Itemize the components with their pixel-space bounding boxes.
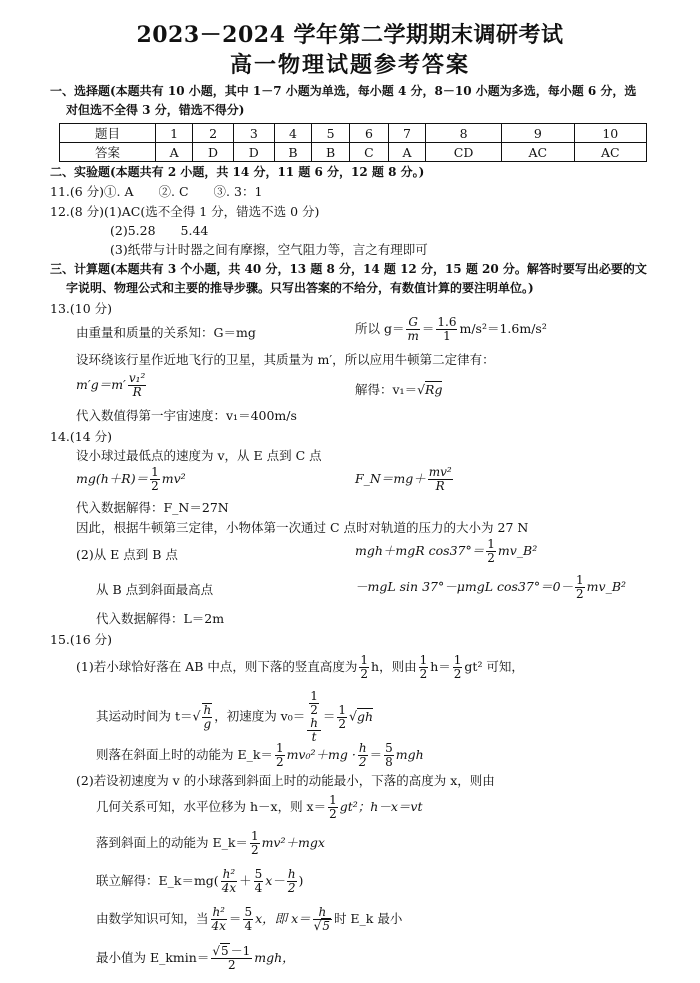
numerator: 1.6 (437, 315, 457, 329)
denominator: 4x (221, 881, 237, 895)
q15-line8 (96, 906, 402, 933)
text: h，则由 (371, 659, 417, 674)
fraction (337, 704, 347, 731)
section1-heading (50, 82, 660, 120)
answer-table-row-answers (60, 143, 647, 162)
q14-line7: 代入数据解得：L＝2m (96, 611, 225, 626)
table-cell: D (233, 143, 274, 162)
text: 落到斜面上的动能为 E_k＝ (96, 835, 248, 850)
denominator: m (407, 329, 419, 343)
table-cell: B (274, 143, 312, 162)
denominator: 2 (287, 881, 296, 895)
numerator: 1 (151, 465, 159, 479)
section3-heading-line1: 三、计算题(本题共有 3 个小题，共 40 分，13 题 8 分，14 题 12 分，15 题 20 分。解答时要写出必要的文 (50, 262, 647, 276)
radicand: 5 (220, 944, 229, 958)
denominator: 4 (254, 881, 263, 895)
q13-line1a: 由重量和质量的关系知：G＝mg (76, 325, 256, 340)
text: ＝ (369, 747, 383, 762)
q14-label: 14.(14 分) (50, 429, 113, 444)
section1-heading-line1: 一、选择题(本题共有 10 小题，其中 1－7 小题为单选，每小题 4 分，8－10 小题为多选，每小题 6 分，选 (50, 84, 637, 98)
fraction (453, 654, 463, 681)
text: m′g＝m′ (76, 377, 126, 392)
text: mgh (395, 747, 424, 762)
section1-heading-line2: 对但选不全得 3 分，错选不得分) (66, 103, 245, 117)
radicand: gh (357, 708, 374, 724)
exam-title: 2023－2024 学年第二学期期末调研考试 (136, 22, 564, 48)
numerator: 1 (329, 793, 337, 807)
q15-line7 (96, 868, 303, 895)
numerator: 1 (310, 689, 318, 703)
sqrt-symbol: √ (192, 708, 201, 724)
denominator: 2 (338, 716, 347, 731)
q15-line1 (76, 654, 524, 681)
fraction (575, 574, 585, 601)
section3-heading (50, 260, 660, 298)
text: (1)若小球恰好落在 AB 中点，则下落的竖直高度为 (76, 659, 358, 674)
denominator: 1 (443, 329, 451, 343)
table-cell: 5 (312, 124, 350, 143)
numerator: 1 (338, 702, 347, 717)
q14-line5b (355, 538, 537, 565)
fraction (328, 794, 338, 821)
text: mgh， (254, 950, 295, 965)
sqrt-symbol: √ (349, 708, 358, 724)
fraction (359, 654, 369, 681)
text: mv₀²＋mg · (286, 747, 356, 762)
fraction (406, 316, 419, 343)
table-cell: D (193, 143, 234, 162)
numerator: h (358, 741, 367, 755)
fraction (128, 372, 146, 399)
text: －1 (230, 944, 251, 958)
q14-line5a: (2)从 E 点到 B 点 (76, 547, 178, 562)
fraction (308, 690, 320, 717)
text: mg(h＋R)＝ (76, 471, 149, 486)
text: x－ (265, 873, 285, 888)
q14-line1: 设小球过最低点的速度为 v，从 E 点到 C 点 (76, 448, 322, 463)
text: ＝ (228, 911, 242, 926)
q12-part1: 12.(8 分)(1)AC(选不全得 1 分，错选不选 0 分) (50, 204, 320, 219)
text: ) (298, 873, 304, 888)
denominator: 2 (487, 551, 495, 565)
denominator: g (203, 717, 212, 731)
text: 几何关系可知，水平位移为 h－x，则 x＝ (96, 799, 327, 814)
numerator: 1 (275, 741, 284, 755)
q15-line9 (96, 945, 295, 972)
numerator: h (203, 703, 212, 717)
numerator: v₁² (128, 371, 146, 385)
q13-line3a (76, 372, 148, 399)
q15-label: 15.(16 分) (50, 632, 113, 647)
numerator: 1 (576, 573, 584, 587)
fraction (384, 742, 394, 769)
q13-line3b (355, 382, 442, 398)
table-cell: C (349, 143, 388, 162)
text: mv² (161, 471, 186, 486)
denominator: 2 (250, 843, 259, 857)
table-cell: 3 (233, 124, 274, 143)
denominator: 2 (576, 587, 584, 601)
q14-line3: 代入数据解得：F_N＝27N (76, 500, 229, 515)
numerator: 5 (244, 905, 253, 919)
row-label-question: 题目 (60, 124, 156, 143)
fraction (428, 466, 453, 493)
numerator: 1 (360, 653, 369, 667)
text: h (310, 716, 318, 730)
fraction (358, 742, 368, 769)
table-cell: A (156, 143, 193, 162)
numerator: 1 (487, 537, 495, 551)
numerator: h² (222, 867, 236, 881)
text: 解得：v₁＝ (355, 382, 418, 397)
q14-line2b (355, 466, 455, 493)
text: 则落在斜面上时的动能为 E_k＝ (96, 747, 273, 762)
fraction (275, 742, 285, 769)
table-cell: 9 (502, 124, 574, 143)
q15-line2 (96, 690, 373, 744)
table-cell: 10 (574, 124, 646, 143)
numerator: 1 (419, 653, 428, 667)
sqrt-symbol: √ (417, 382, 426, 397)
q15-line5 (96, 794, 422, 821)
numerator: 5 (254, 867, 263, 881)
fraction (287, 868, 297, 895)
denominator: 2 (419, 667, 428, 681)
denominator: t (311, 730, 317, 744)
text: F_N＝mg＋ (355, 471, 426, 486)
fraction (313, 906, 332, 933)
q12-part2: (2)5.28 5.44 (110, 223, 209, 238)
fraction (250, 830, 260, 857)
table-cell: 4 (274, 124, 312, 143)
fraction (211, 945, 252, 972)
denominator: 2 (310, 703, 318, 717)
table-cell: AC (502, 143, 574, 162)
text: mgh＋mgR cos37°＝ (355, 543, 485, 558)
table-cell: B (312, 143, 350, 162)
row-label-answer: 答案 (60, 143, 156, 162)
q14-line6b (355, 574, 626, 601)
q15-line4: (2)若设初速度为 v 的小球落到斜面上时的动能最小，下落的高度为 x，则由 (76, 773, 495, 788)
numerator (307, 690, 321, 731)
fraction (307, 690, 321, 744)
text: 时 E_k 最小 (333, 911, 403, 926)
text: 其运动时间为 t＝ (96, 708, 193, 724)
denominator: 2 (358, 755, 367, 769)
q15-line6 (96, 830, 325, 857)
fraction (436, 316, 457, 343)
numerator: h (287, 867, 296, 881)
q14-line4: 因此，根据牛顿第三定律，小物体第一次通过 C 点时对轨道的压力的大小为 27 N (76, 520, 529, 535)
fraction (150, 466, 160, 493)
text: 最小值为 E_kmin＝ (96, 950, 210, 965)
text: ＝ (322, 708, 336, 724)
fraction (254, 868, 264, 895)
answer-table (59, 123, 647, 162)
text: 由数学知识可知，当 (96, 911, 209, 926)
text: mv_B² (586, 579, 627, 594)
q13-line1b (355, 316, 547, 343)
text: x，即 x＝ (255, 911, 311, 926)
section3-heading-line2: 字说明、物理公式和主要的推导步骤。只写出答案的不给分，有数值计算的要注明单位。) (66, 281, 534, 295)
radicand: 5 (322, 919, 330, 933)
q15-line3 (96, 742, 424, 769)
numerator: 1 (453, 653, 462, 667)
q11-answer: 11.(6 分)①. A ②. C ③. 3：1 (50, 184, 263, 199)
denominator: 8 (385, 755, 393, 769)
exam-subtitle: 高一物理试题参考答案 (229, 52, 470, 78)
numerator: h (313, 906, 332, 920)
fraction (486, 538, 496, 565)
answer-table-row-questions (60, 124, 647, 143)
text: gt²；h－x＝vt (339, 799, 423, 814)
text: gt² 可知， (464, 659, 524, 674)
fraction (211, 906, 227, 933)
numerator: h² (212, 905, 225, 919)
q13-line4: 代入数值得第一宇宙速度：v₁＝400m/s (76, 408, 297, 423)
denominator: 2 (275, 755, 284, 769)
denominator: 2 (360, 667, 369, 681)
fraction (221, 868, 237, 895)
q12-part3: (3)纸带与计时器之间有摩擦，空气阻力等，言之有理即可 (110, 242, 428, 257)
numerator: mv² (428, 465, 452, 479)
fraction (243, 906, 253, 933)
text: mv_B² (497, 543, 538, 558)
denominator: 2 (329, 807, 337, 821)
fraction (202, 703, 212, 731)
q13-label: 13.(10 分) (50, 301, 113, 316)
numerator: √5 －1 (212, 944, 251, 958)
denominator: R (435, 479, 445, 493)
table-cell: 7 (389, 124, 426, 143)
fraction (419, 654, 429, 681)
table-cell: 6 (349, 124, 388, 143)
q14-line6a: 从 B 点到斜面最高点 (96, 582, 214, 597)
table-cell: CD (426, 143, 502, 162)
text: m/s²＝1.6m/s² (459, 321, 547, 336)
table-cell: 2 (193, 124, 234, 143)
numerator: 1 (250, 829, 259, 843)
text: ，初速度为 v₀＝ (214, 708, 306, 724)
denominator: 2 (453, 667, 462, 681)
denominator: √5 (313, 919, 330, 933)
numerator: G (408, 315, 418, 329)
text: mv²＋mgx (261, 835, 325, 850)
table-cell: 1 (156, 124, 193, 143)
q14-line2a (76, 466, 186, 493)
table-cell: A (389, 143, 426, 162)
numerator: 5 (385, 741, 393, 755)
section2-heading: 二、实验题(本题共有 2 小题，共 14 分，11 题 6 分，12 题 8 分。) (50, 165, 425, 179)
text: －mgL sin 37°－μmgL cos37°＝0－ (355, 579, 574, 594)
q13-line2: 设环绕该行星作近地飞行的卫星，其质量为 m′，所以应用牛顿第二定律有： (76, 352, 495, 367)
table-cell: AC (574, 143, 646, 162)
denominator: 4x (211, 919, 226, 933)
text: ＝ (421, 321, 435, 336)
denominator: R (132, 385, 142, 399)
text: 联立解得：E_k＝mg( (96, 873, 219, 888)
table-cell: 8 (426, 124, 502, 143)
denominator: 4 (244, 919, 253, 933)
text: h＝ (430, 659, 451, 674)
radicand: Rg (425, 382, 443, 397)
text: 所以 g＝ (355, 321, 405, 336)
denominator: 2 (227, 958, 236, 972)
denominator: 2 (151, 479, 159, 493)
text: ＋ (239, 873, 252, 888)
